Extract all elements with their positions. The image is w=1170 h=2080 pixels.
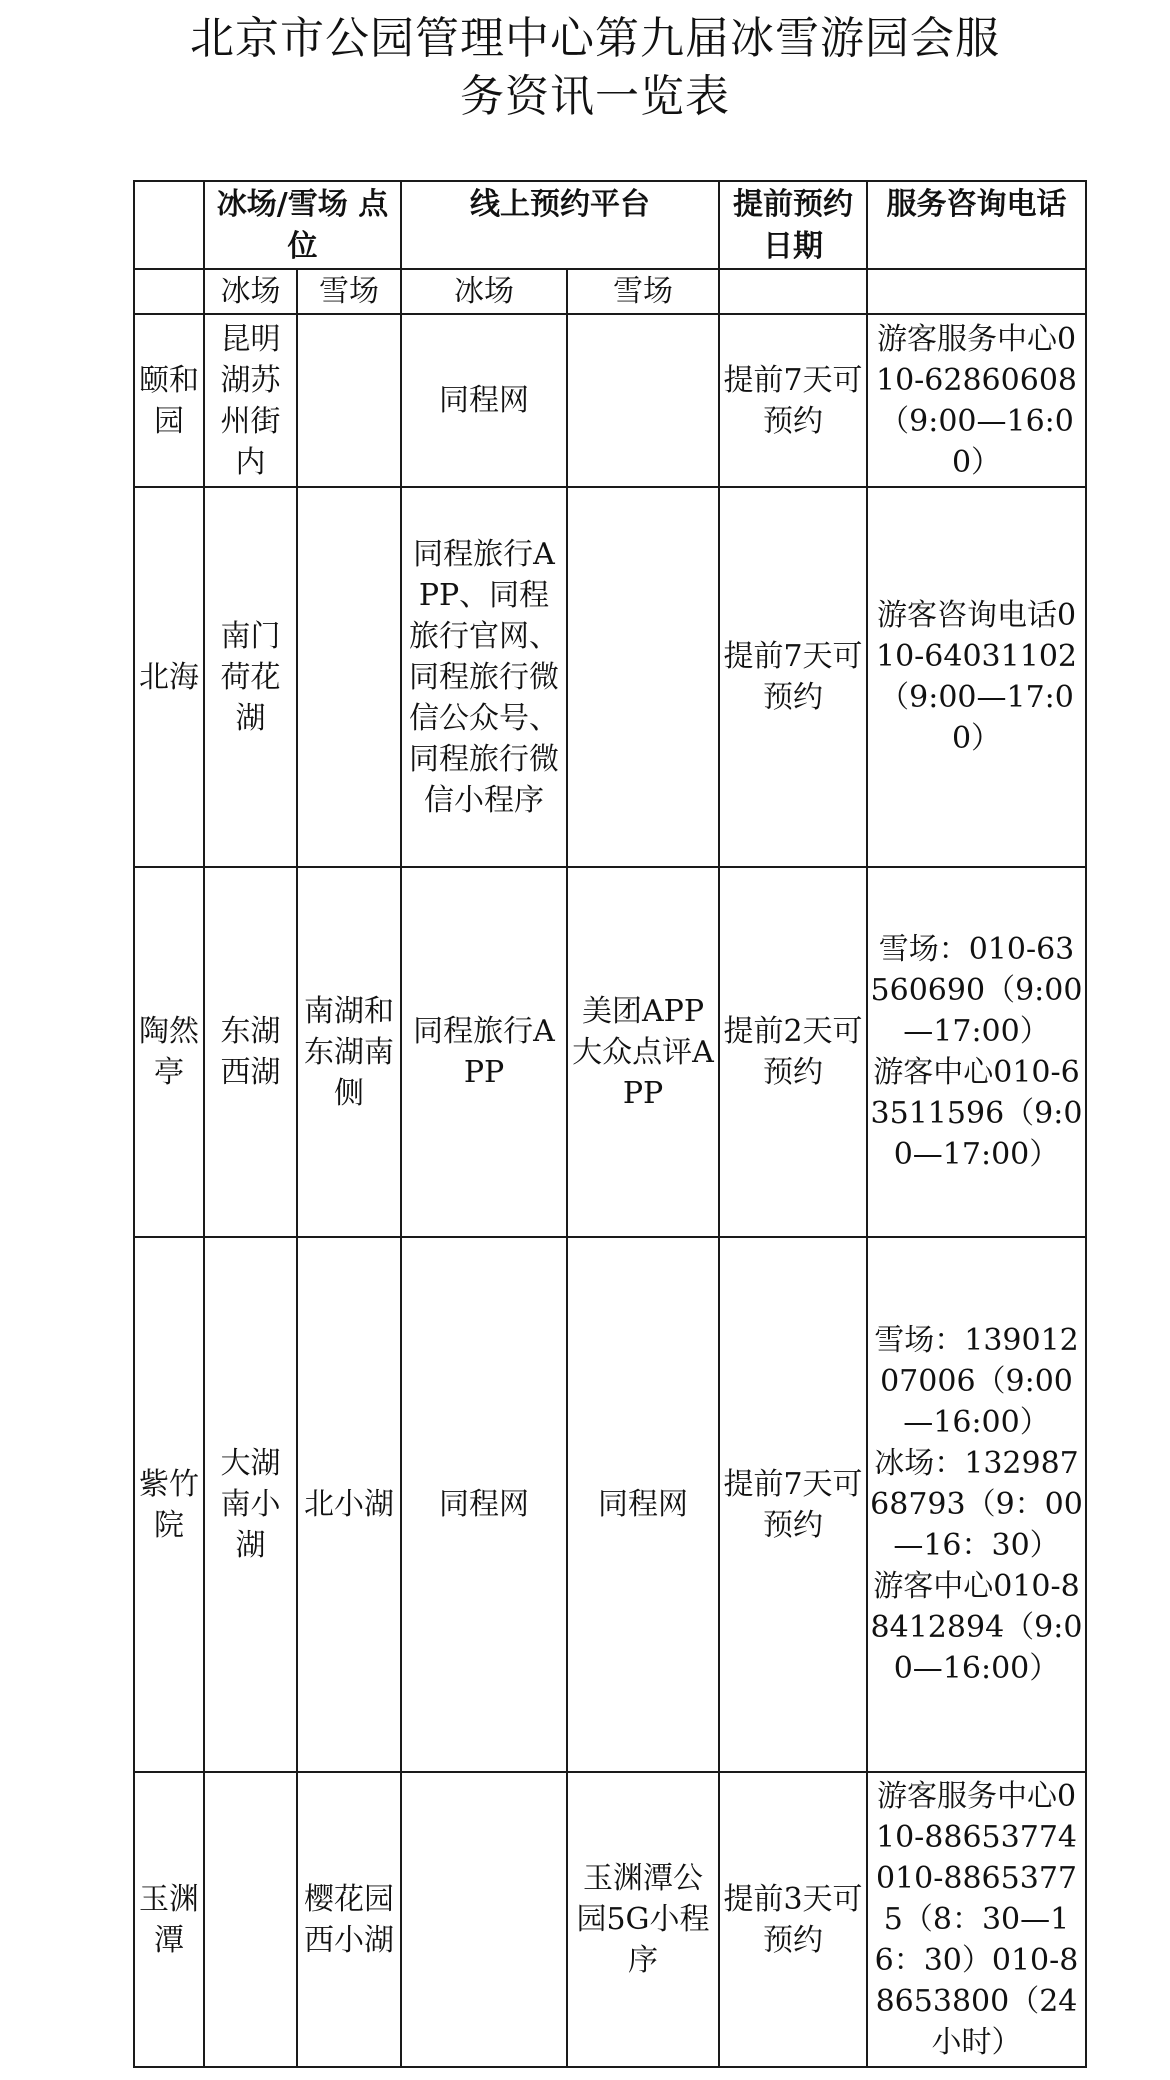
snow-site [297, 487, 401, 867]
online-platform-ice: 同程网 [401, 1237, 567, 1772]
table-row [134, 487, 1086, 867]
service-phone [867, 314, 1086, 487]
service-phone [867, 487, 1086, 867]
subheader-online-snow: 雪场 [567, 269, 719, 314]
service-phone [867, 1237, 1086, 1772]
subheader-advance-blank [719, 269, 867, 314]
park-name: 颐和园 [134, 314, 204, 487]
ice-site [204, 1772, 297, 2067]
page-title [120, 10, 1070, 126]
phone-line: 游客中心010-88412894（9:00—16:00） [870, 1569, 1083, 1686]
ice-site: 东湖西湖 [204, 867, 297, 1237]
snow-site: 樱花园西小湖 [297, 1772, 401, 2067]
advance-booking: 提前2天可预约 [719, 867, 867, 1237]
title-line-2: 务资讯一览表 [460, 71, 730, 122]
park-name: 紫竹院 [134, 1237, 204, 1772]
header-blank-cell [134, 181, 204, 269]
phone-line: 雪场：13901207006（9:00—16:00） [874, 1323, 1079, 1440]
online-platform-ice: 同程旅行APP、同程旅行官网、同程旅行微信公众号、同程旅行微信小程序 [401, 487, 567, 867]
advance-booking: 提前3天可预约 [719, 1772, 867, 2067]
ice-site: 昆明湖苏州街内 [204, 314, 297, 487]
phone-line: 雪场：010-63560690（9:00—17:00） [870, 932, 1083, 1049]
snow-site: 南湖和东湖南侧 [297, 867, 401, 1237]
advance-booking: 提前7天可预约 [719, 487, 867, 867]
service-info-table [133, 180, 1087, 2068]
table-row [134, 1237, 1086, 1772]
phone-line: 游客服务中心010-88653774010-88653775（8：30—16：30）010-88653800（24小时） [874, 1779, 1079, 2060]
online-platform-snow: 美团APP大众点评APP [567, 867, 719, 1237]
ice-site: 大湖南小湖 [204, 1237, 297, 1772]
subheader-blank-cell [134, 269, 204, 314]
online-platform-snow [567, 314, 719, 487]
subheader-location-ice: 冰场 [204, 269, 297, 314]
service-phone [867, 867, 1086, 1237]
advance-booking: 提前7天可预约 [719, 314, 867, 487]
title-line-1: 北京市公园管理中心第九届冰雪游园会服 [190, 13, 1000, 64]
snow-site: 北小湖 [297, 1237, 401, 1772]
online-platform-snow: 同程网 [567, 1237, 719, 1772]
service-phone [867, 1772, 1086, 2067]
subheader-row [134, 269, 1086, 314]
ice-site: 南门荷花湖 [204, 487, 297, 867]
table-row [134, 1772, 1086, 2067]
header-service-phone: 服务咨询电话 [867, 181, 1086, 269]
subheader-online-ice: 冰场 [401, 269, 567, 314]
phone-line: 冰场：13298768793（9：00—16：30） [870, 1446, 1083, 1563]
online-platform-snow [567, 487, 719, 867]
advance-booking: 提前7天可预约 [719, 1237, 867, 1772]
park-name: 玉渊潭 [134, 1772, 204, 2067]
phone-line: 游客服务中心010-62860608（9:00—16:00） [875, 321, 1077, 480]
park-name: 陶然亭 [134, 867, 204, 1237]
snow-site [297, 314, 401, 487]
phone-line: 游客中心010-63511596（9:00—17:00） [870, 1055, 1083, 1172]
header-online-platform: 线上预约平台 [401, 181, 719, 269]
online-platform-ice [401, 1772, 567, 2067]
subheader-phone-blank [867, 269, 1086, 314]
subheader-location-snow: 雪场 [297, 269, 401, 314]
header-location: 冰场/雪场 点位 [204, 181, 401, 269]
header-advance-booking: 提前预约日期 [719, 181, 867, 269]
table-row [134, 314, 1086, 487]
table-row [134, 867, 1086, 1237]
online-platform-ice: 同程网 [401, 314, 567, 487]
online-platform-snow: 玉渊潭公园5G小程序 [567, 1772, 719, 2067]
park-name: 北海 [134, 487, 204, 867]
online-platform-ice: 同程旅行APP [401, 867, 567, 1237]
phone-line: 游客咨询电话010-64031102（9:00—17:00） [875, 598, 1077, 756]
header-row [134, 181, 1086, 269]
